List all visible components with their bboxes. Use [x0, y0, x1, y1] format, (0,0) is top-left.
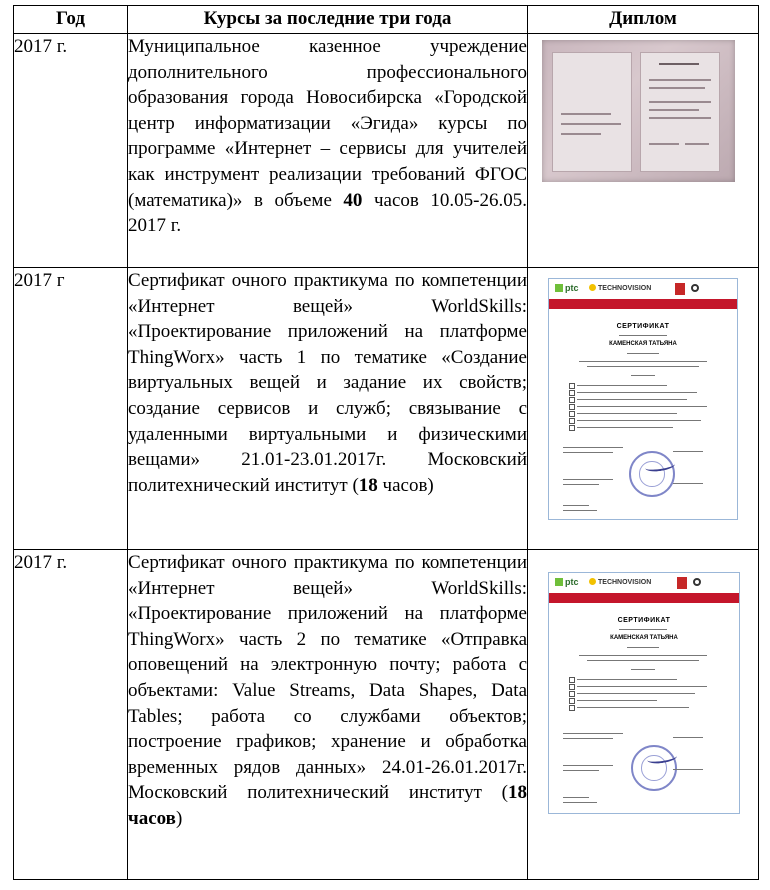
diploma-cell — [528, 268, 759, 550]
certificate-title: СЕРТИФИКАТ — [616, 323, 670, 330]
diploma-image — [542, 40, 735, 182]
header-row — [14, 6, 759, 34]
course-text-tail: часов 10.05-26.05. 2017 г. — [128, 189, 527, 237]
moscow-polytech-logo — [691, 284, 731, 292]
stamp-icon — [629, 451, 675, 497]
certificate-name: КАМЕНСКАЯ ТАТЬЯНА — [609, 341, 677, 347]
row-year: 2017 г. — [14, 34, 128, 268]
ptc-logo: ptc — [555, 283, 579, 293]
table-row — [14, 268, 759, 550]
certificate-image — [548, 278, 738, 520]
row-course-description — [128, 268, 528, 550]
technovision-logo: TECHNOVISION — [589, 578, 651, 586]
diploma-left-page — [552, 52, 632, 172]
course-hours: 18 часов — [128, 782, 527, 829]
table-row — [14, 550, 759, 880]
diploma-cell — [528, 34, 759, 268]
certificate-image — [548, 572, 740, 814]
course-text: Сертификат очного практикума по компетенции «Интернет вещей» WorldSkills: «Проектирование приложений на платформе ThingWorx» часть 1 по тематике «Создание виртуальных вещей и задание их свойств; создание сервисов и служб; связывание с удаленными виртуальными и физическими вещами» 21.01-23.01.2017г. Московский политехнический институт ( — [128, 270, 527, 496]
header-year: Год — [14, 6, 128, 34]
diploma-cell — [528, 550, 759, 880]
course-hours: 40 — [343, 189, 363, 211]
table-row — [14, 34, 759, 268]
ptc-logo: ptc — [555, 577, 579, 587]
row-year: 2017 г — [14, 268, 128, 550]
course-text-tail: ) — [175, 807, 183, 829]
row-course-description — [128, 34, 528, 268]
diploma-right-page — [640, 52, 720, 172]
certificate-name: КАМЕНСКАЯ ТАТЬЯНА — [610, 635, 678, 641]
courses-table — [13, 5, 759, 880]
certificate-banner — [549, 593, 739, 603]
course-text: Сертификат очного практикума по компетенции «Интернет вещей» WorldSkills: «Проектирование приложений на платформе ThingWorx» часть 2 по тематике «Отправка оповещений на электронную почту; работа с объектами: Value Streams, Data Shapes, Data Tables; работа со службами объектов; построение графиков; хранение и обработка временных рядов данных» 24.01-26.01.2017г. Московский политехнический институт ( — [128, 552, 527, 804]
course-hours: 18 — [358, 474, 378, 496]
row-year: 2017 г. — [14, 550, 128, 880]
university-logo-icon — [675, 283, 685, 295]
course-text: Муниципальное казенное учреждение дополнительного профессионального образования города Новосибирска «Городской центр информатизации «Эгида» курсы по программе «Интернет – сервисы для учителей как инструмент реализации требований ФГОС (математика)» в объеме — [128, 36, 527, 211]
technovision-logo: TECHNOVISION — [589, 284, 651, 292]
course-text-tail: часов) — [377, 474, 434, 496]
header-courses: Курсы за последние три года — [128, 6, 528, 34]
header-diploma: Диплом — [528, 6, 759, 34]
row-course-description — [128, 550, 528, 880]
certificate-logos — [555, 577, 733, 591]
certificate-banner — [549, 299, 737, 309]
certificate-title: СЕРТИФИКАТ — [617, 617, 671, 624]
certificate-logos — [555, 283, 731, 297]
university-logo-icon — [677, 577, 687, 589]
moscow-polytech-logo — [693, 578, 733, 586]
